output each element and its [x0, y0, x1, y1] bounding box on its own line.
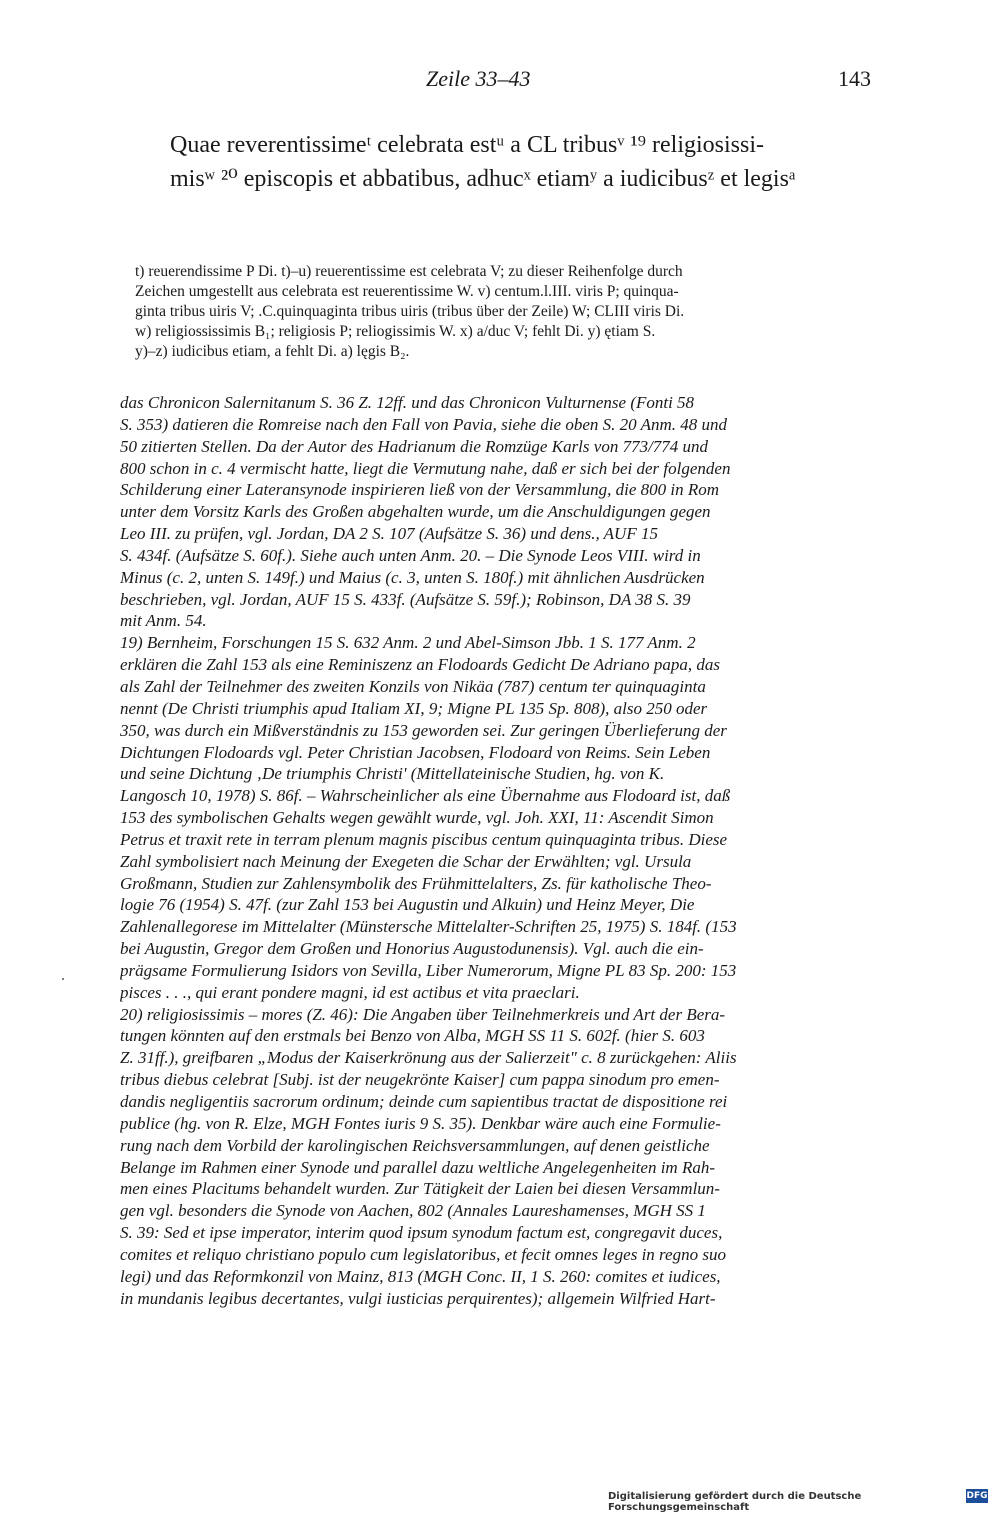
- commentary-line: legi) und das Reformkonzil von Mainz, 813 (MGH Conc. II, 1 S. 260: comites et iudices,: [120, 1266, 721, 1286]
- commentary-line: logie 76 (1954) S. 47f. (zur Zahl 153 bei Augustin und Alkuin) und Heinz Meyer, Die: [120, 895, 695, 915]
- running-head: Zeile 33–43: [426, 66, 531, 91]
- commentary-line: beschrieben, vgl. Jordan, AUF 15 S. 433f. (Aufsätze S. 59f.); Robinson, DA 38 S. 39: [120, 589, 691, 609]
- commentary-line: S. 353) datieren die Romreise nach den Fall von Pavia, siehe die oben S. 20 Anm. 48 und: [120, 414, 727, 434]
- apparatus-line: Zeichen umgestellt aus celebrata est reuerentissime W. v) centum.l.III. viris P; quinqua-: [135, 283, 679, 300]
- commentary-line: nennt (De Christi triumphis apud Italiam XI, 9; Migne PL 135 Sp. 808), also 250 oder: [120, 698, 708, 718]
- commentary-notes: [120, 392, 872, 1309]
- commentary-line: unter dem Vorsitz Karls des Großen abgehalten wurde, um die Anschuldigungen gegen: [120, 502, 711, 522]
- commentary-line: das Chronicon Salernitanum S. 36 Z. 12ff. und das Chronicon Vulturnense (Fonti 58: [120, 393, 695, 412]
- commentary-line: mit Anm. 54.: [120, 611, 207, 631]
- main-text-line: misʷ ²⁰ episcopis et abbatibus, adhucˣ etiamʸ a iudicibusᶻ et legisᵃ: [170, 166, 796, 192]
- commentary-line: gen vgl. besonders die Synode von Aachen, 802 (Annales Laureshamenses, MGH SS 1: [120, 1201, 706, 1221]
- dfg-logo: DFG: [966, 1491, 988, 1501]
- commentary-line: Belange im Rahmen einer Synode und parallel dazu weltliche Angelegenheiten im Rah-: [120, 1157, 716, 1177]
- page-number: 143: [838, 66, 871, 91]
- commentary-line: Zahl symbolisiert nach Meinung der Exegeten die Schar der Erwählten; vgl. Ursula: [120, 851, 692, 871]
- commentary-line: Leo III. zu prüfen, vgl. Jordan, DA 2 S. 107 (Aufsätze S. 36) und dens., AUF 15: [120, 524, 658, 544]
- apparatus-line: w) religiossissimis B₁; religiosis P; reliogissimis W. x) a/duc V; fehlt Di. y) ętiam S.: [135, 323, 656, 340]
- commentary-line: Z. 31ff.), greifbaren „Modus der Kaiserkrönung aus der Salierzeit" c. 8 zurückgehen: Aliis: [120, 1048, 737, 1068]
- commentary-line: 20) religiosissimis – mores (Z. 46): Die Angaben über Teilnehmerkreis und Art der Bera-: [120, 1004, 726, 1024]
- commentary-line: Langosch 10, 1978) S. 86f. – Wahrscheinlicher als eine Übernahme aus Flodoard ist, daß: [120, 786, 731, 806]
- commentary-line: und seine Dichtung ‚De triumphis Christi' (Mittellateinische Studien, hg. von K.: [120, 764, 665, 784]
- digitization-credit: Digitalisierung gefördert durch die Deutsche Forschungsgemeinschaft: [608, 1491, 862, 1513]
- commentary-line: 50 zitierten Stellen. Da der Autor des Hadrianum die Romzüge Karls von 773/774 und: [120, 436, 709, 456]
- scan-speck: [62, 978, 64, 980]
- commentary-line: als Zahl der Teilnehmer des zweiten Konzils von Nikäa (787) centum ter quinquaginta: [120, 676, 706, 696]
- commentary-line: in mundanis legibus decertantes, vulgi iusticias perquirentes); allgemein Wilfried Hart-: [120, 1288, 716, 1308]
- critical-apparatus: [135, 262, 870, 362]
- commentary-line: 800 schon in c. 4 vermischt hatte, liegt die Vermutung nahe, daß er sich bei der folgenden: [120, 458, 731, 478]
- apparatus-line: ginta tribus uiris V; .C.quinquaginta tribus uiris (tribus über der Zeile) W; CLIII viris Di.: [135, 303, 685, 320]
- apparatus-line: y)–z) iudicibus etiam, a fehlt Di. a) lęgis B₂.: [135, 343, 410, 360]
- commentary-line: S. 434f. (Aufsätze S. 60f.). Siehe auch unten Anm. 20. – Die Synode Leos VIII. wird in: [120, 545, 701, 565]
- commentary-line: S. 39: Sed et ipse imperator, interim quod ipsum synodum factum est, congregavit duces,: [120, 1223, 723, 1243]
- commentary-line: 153 des symbolischen Gehalts wegen gewählt wurde, vgl. Joh. XXI, 11: Ascendit Simon: [120, 808, 714, 828]
- commentary-line: Schilderung einer Lateransynode inspirieren ließ von der Versammlung, die 800 in Rom: [120, 480, 720, 500]
- commentary-line: tungen könnten auf den erstmals bei Benzo von Alba, MGH SS 11 S. 602f. (hier S. 603: [120, 1026, 705, 1046]
- commentary-line: Zahlenallegorese im Mittelalter (Münstersche Mittelalter-Schriften 25, 1975) S. 184f. (153: [120, 917, 737, 937]
- commentary-line: publice (hg. von R. Elze, MGH Fontes iuris 9 S. 35). Denkbar wäre auch eine Formulie-: [120, 1113, 721, 1133]
- commentary-line: bei Augustin, Gregor dem Großen und Honorius Augustodunensis). Vgl. auch die ein-: [120, 939, 704, 959]
- commentary-line: erklären die Zahl 153 als eine Reminiszenz an Flodoards Gedicht De Adriano papa, das: [120, 655, 720, 675]
- commentary-line: pisces . . ., qui erant pondere magni, id est actibus et vita praeclari.: [120, 982, 580, 1002]
- apparatus-line: t) reuerendissime P Di. t)–u) reuerentissime est celebrata V; zu dieser Reihenfolge durch: [135, 263, 683, 280]
- main-latin-text: [170, 128, 870, 196]
- commentary-line: dandis negligentiis sacrorum ordinum; deinde cum sapientibus tractat de dispositione rei: [120, 1092, 728, 1111]
- commentary-line: comites et reliquo christiano populo cum legislatoribus, et fecit omnes leges in regno suo: [120, 1244, 726, 1264]
- commentary-line: rung nach dem Vorbild der karolingischen Reichsversammlungen, auf denen geistliche: [120, 1135, 710, 1155]
- commentary-line: Dichtungen Flodoards vgl. Peter Christian Jacobsen, Flodoard von Reims. Sein Leben: [120, 742, 711, 762]
- commentary-line: men eines Placitums behandelt wurden. Zur Tätigkeit der Laien bei diesen Versammlun-: [120, 1179, 720, 1199]
- commentary-line: 19) Bernheim, Forschungen 15 S. 632 Anm. 2 und Abel-Simson Jbb. 1 S. 177 Anm. 2: [120, 633, 696, 653]
- commentary-line: Minus (c. 2, unten S. 149f.) und Maius (c. 3, unten S. 180f.) mit ähnlichen Ausdrücken: [120, 567, 705, 587]
- commentary-line: 350, was durch ein Mißverständnis zu 153 geworden sei. Zur geringen Überlieferung der: [120, 720, 727, 740]
- main-text-line: Quae reverentissimeᵗ celebrata estᵘ a CL tribusᵛ ¹⁹ religiosissi-: [170, 132, 764, 158]
- commentary-line: Großmann, Studien zur Zahlensymbolik des Frühmittelalters, Zs. für katholische Theo-: [120, 873, 712, 893]
- commentary-line: tribus diebus celebrat [Subj. ist der neugekrönte Kaiser] cum pappa sinodum pro emen-: [120, 1070, 720, 1090]
- commentary-line: Petrus et traxit rete in terram plenum magnis piscibus centum quinquaginta tribus. Diese: [120, 829, 728, 849]
- commentary-line: prägsame Formulierung Isidors von Sevilla, Liber Numerorum, Migne PL 83 Sp. 200: 153: [120, 960, 737, 980]
